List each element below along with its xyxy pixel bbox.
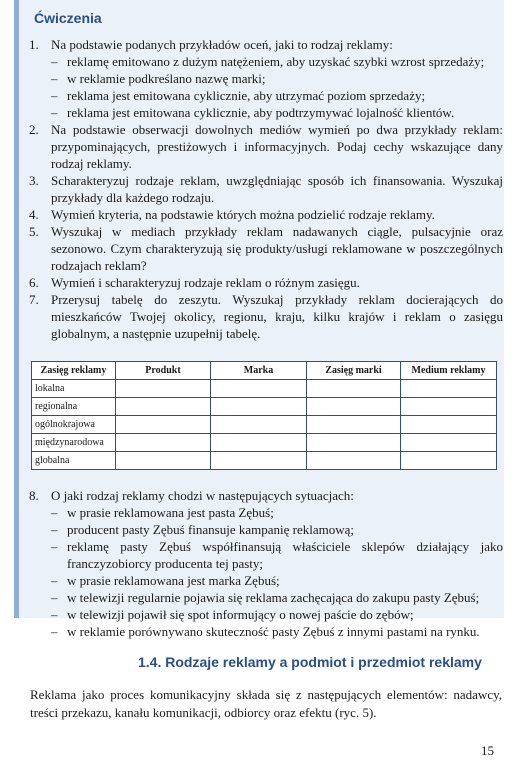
table-cell-empty [116, 398, 211, 416]
exercise-text: Na podstawie podanych przykładów oceń, jaki to rodzaj reklamy: [51, 37, 393, 52]
exercise-sublist [51, 504, 503, 640]
table-cell-empty [307, 452, 401, 470]
exercise-item-8 [29, 487, 503, 640]
table-cell-empty [401, 416, 497, 434]
table-header-cell: Produkt [116, 362, 211, 380]
exercise-text: Wymień i scharakteryzuj rodzaje reklam o różnym zasięgu. [51, 275, 360, 290]
sub-item: – w reklamie podkreślano nazwę marki; [51, 70, 503, 87]
exercises-list [29, 36, 503, 640]
exercise-number: 5. [29, 224, 39, 239]
exercise-number: 2. [29, 122, 39, 137]
exercises-title: Ćwiczenia [34, 10, 102, 26]
table-row-label: ogólnokrajowa [32, 416, 116, 434]
table-header-cell: Zasięg reklamy [32, 362, 116, 380]
table-header-row [32, 362, 497, 380]
exercise-number: 4. [29, 207, 39, 222]
table-row [32, 452, 497, 470]
exercise-item-7 [29, 291, 503, 342]
table-cell-empty [401, 434, 497, 452]
table-cell-empty [401, 452, 497, 470]
sub-item: – producent pasty Zębuś finansuje kampanię reklamową; [51, 521, 503, 538]
exercise-item-6 [29, 274, 503, 291]
table-cell-empty [307, 398, 401, 416]
table-row [32, 416, 497, 434]
table-cell-empty [211, 416, 307, 434]
table-cell-empty [116, 434, 211, 452]
table-header-cell: Medium reklamy [401, 362, 497, 380]
sub-item: – w reklamie porównywano skuteczność pasty Zębuś z innymi pastami na rynku. [51, 623, 503, 640]
table-row [32, 398, 497, 416]
sub-item: – w telewizji pojawił się spot informujący o nowej paście do zębów; [51, 606, 503, 623]
table-row-label: regionalna [32, 398, 116, 416]
table-cell-empty [211, 434, 307, 452]
table-cell-empty [307, 380, 401, 398]
exercise-item-5 [29, 223, 503, 274]
sub-item: – reklamę pasty Zębuś współfinansują właściciele sklepów działający jako franczyzobiorcy producenta tej pasty; [51, 538, 503, 572]
table-cell-empty [116, 452, 211, 470]
exercise-number: 3. [29, 173, 39, 188]
exercise-number: 1. [29, 37, 39, 52]
exercise-item-2 [29, 121, 503, 172]
table-cell-empty [401, 380, 497, 398]
exercise-sublist [51, 53, 503, 121]
page-number: 15 [481, 743, 494, 758]
sub-item: – reklamę emitowano z dużym natężeniem, aby uzyskać szybki wzrost sprzedaży; [51, 53, 503, 70]
advertising-range-table [31, 361, 497, 470]
exercises-box [14, 0, 504, 639]
table-header-cell: Marka [211, 362, 307, 380]
table-cell-empty [211, 398, 307, 416]
table-row [32, 380, 497, 398]
exercise-item-1 [29, 36, 503, 121]
table-cell-empty [307, 416, 401, 434]
table-cell-empty [211, 452, 307, 470]
exercise-text: Scharakteryzuj rodzaje reklam, uwzględniając sposób ich finansowania. Wyszukaj przykłady dla każdego rodzaju. [51, 173, 503, 205]
exercise-text: Na podstawie obserwacji dowolnych mediów wymień po dwa przykłady reklam: przypominających, prestiżowych i informacyjnych. Podaj cechy wskazujące dany rodzaj reklamy. [51, 122, 503, 171]
exercise-text: O jaki rodzaj reklamy chodzi w następujących sytuacjach: [51, 488, 354, 503]
table-row [32, 434, 497, 452]
sub-item: – w telewizji regularnie pojawia się reklama zachęcająca do zakupu pasty Zębuś; [51, 589, 503, 606]
exercise-text: Przerysuj tabelę do zeszytu. Wyszukaj przykłady reklam docierających do mieszkańców Twojej okolicy, regionu, kraju, kilku krajów i reklam o zasięgu globalnym, a następnie uzupełnij tabelę. [51, 292, 503, 341]
exercise-number: 6. [29, 275, 39, 290]
exercise-item-4 [29, 206, 503, 223]
table-cell-empty [401, 398, 497, 416]
table-row-label: lokalna [32, 380, 116, 398]
table-row-label: międzynarodowa [32, 434, 116, 452]
exercise-number: 7. [29, 292, 39, 307]
table-cell-empty [307, 434, 401, 452]
sub-item: – w prasie reklamowana jest marka Zębuś; [51, 572, 503, 589]
section-heading: 1.4. Rodzaje reklamy a podmiot i przedmiot reklamy [138, 654, 482, 670]
exercise-text: Wymień kryteria, na podstawie których można podzielić rodzaje reklamy. [51, 207, 435, 222]
exercise-text: Wyszukaj w mediach przykłady reklam nadawanych ciągle, pulsacyjnie oraz sezonowo. Czym charakteryzują się produkty/usługi reklamowane w poszczególnych rodzajach reklam? [51, 224, 503, 273]
table-header-cell: Zasięg marki [307, 362, 401, 380]
table-cell-empty [211, 380, 307, 398]
exercise-number: 8. [29, 488, 39, 503]
table-cell-empty [116, 380, 211, 398]
body-paragraph: Reklama jako proces komunikacyjny składa się z następujących elementów: nadawcy, treści przekazu, kanału komunikacji, odbiorcy oraz efektu (ryc. 5). [30, 687, 502, 720]
exercise-item-3 [29, 172, 503, 206]
table-row-label: globalna [32, 452, 116, 470]
sub-item: – reklama jest emitowana cyklicznie, aby utrzymać poziom sprzedaży; [51, 87, 503, 104]
sub-item: – w prasie reklamowana jest pasta Zębuś; [51, 504, 503, 521]
table-cell-empty [116, 416, 211, 434]
range-table-container [29, 361, 503, 470]
sub-item: – reklama jest emitowana cyklicznie, aby podtrzymywać lojalność klientów. [51, 104, 503, 121]
